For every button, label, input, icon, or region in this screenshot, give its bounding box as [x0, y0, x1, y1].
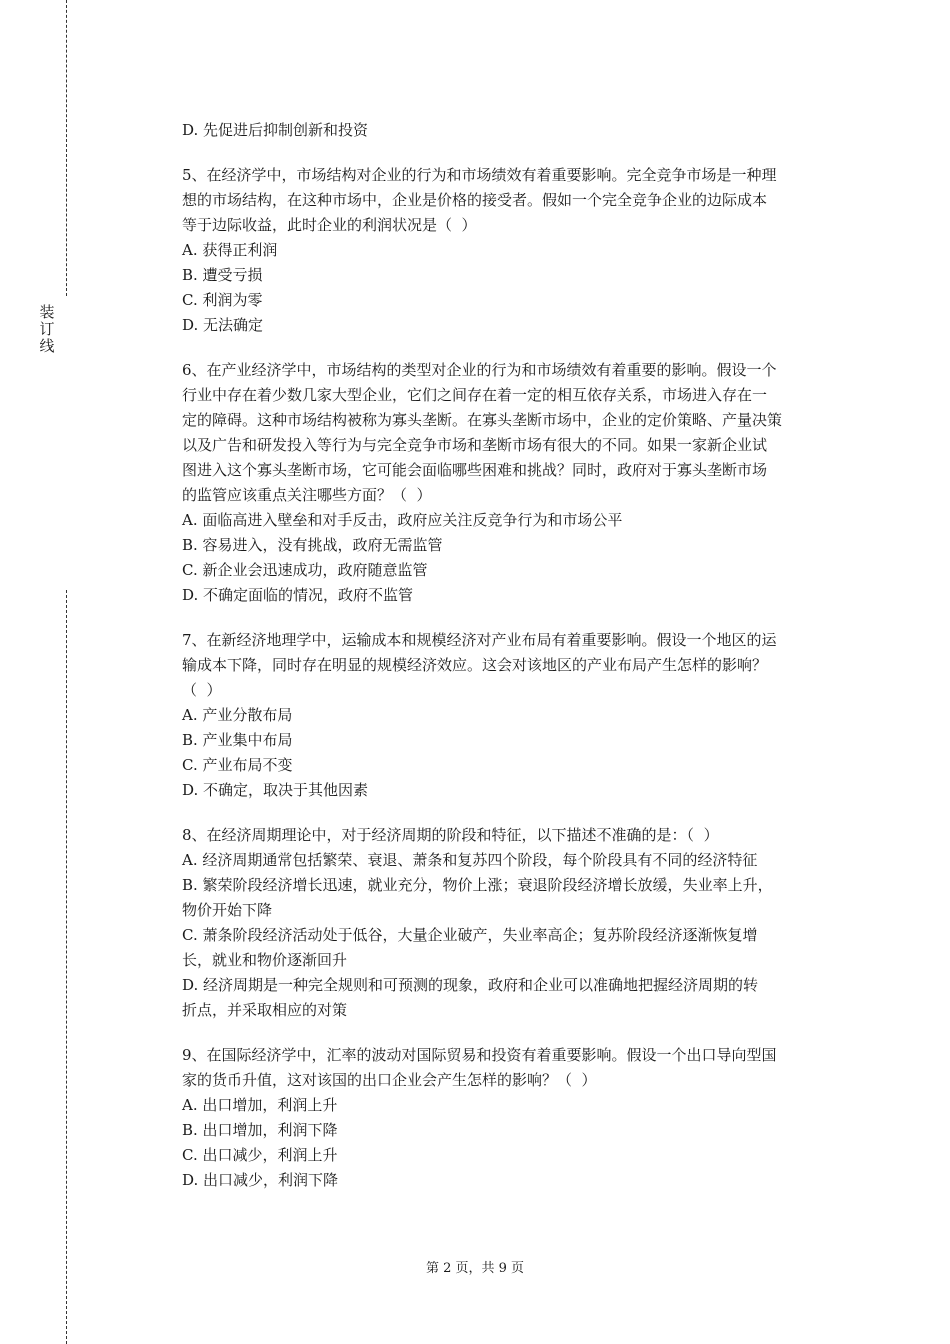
text-line: 图进入这个寡头垄断市场，它可能会面临哪些困难和挑战？同时，政府对于寡头垄断市场: [182, 461, 768, 479]
text-line: 输成本下降，同时存在明显的规模经济效应。这会对该地区的产业布局产生怎样的影响？: [182, 656, 768, 674]
question-block: [182, 118, 842, 143]
text-line: B. 繁荣阶段经济增长迅速，就业充分，物价上涨；衰退阶段经济增长放缓，失业率上升，: [182, 876, 773, 894]
text-line: 定的障碍。这种市场结构被称为寡头垄断。在寡头垄断市场中，企业的定价策略、产量决策: [182, 411, 783, 429]
text-line: 等于边际收益，此时企业的利润状况是（ ）: [182, 216, 477, 234]
question-block: [182, 628, 842, 803]
text-line: A. 获得正利润: [182, 241, 278, 259]
text-line: 5、在经济学中，市场结构对企业的行为和市场绩效有着重要影响。完全竞争市场是一种理: [182, 166, 777, 184]
text-line: C. 萧条阶段经济活动处于低谷，大量企业破产，失业率高企；复苏阶段经济逐渐恢复增: [182, 926, 758, 944]
binding-label: 装订线: [39, 303, 55, 355]
text-line: B. 出口增加，利润下降: [182, 1121, 338, 1139]
text-line: B. 产业集中布局: [182, 731, 293, 749]
question-content: [182, 118, 842, 1193]
text-line: D. 不确定，取决于其他因素: [182, 781, 369, 799]
text-line: 8、在经济周期理论中，对于经济周期的阶段和特征，以下描述不准确的是：（ ）: [182, 826, 719, 844]
question-block: [182, 163, 842, 338]
text-line: 长，就业和物价逐渐回升: [182, 951, 348, 969]
text-line: D. 先促进后抑制创新和投资: [182, 121, 369, 139]
question-block: [182, 358, 842, 608]
block-gap: [182, 143, 842, 163]
page-footer: 第 2 页，共 9 页: [425, 1261, 525, 1276]
text-line: A. 出口增加，利润上升: [182, 1096, 338, 1114]
block-gap: [182, 338, 842, 358]
block-gap: [182, 608, 842, 628]
text-line: 物价开始下降: [182, 901, 273, 919]
text-line: 9、在国际经济学中，汇率的波动对国际贸易和投资有着重要影响。假设一个出口导向型国: [182, 1046, 777, 1064]
text-line: C. 产业布局不变: [182, 756, 293, 774]
text-line: C. 新企业会迅速成功，政府随意监管: [182, 561, 428, 579]
text-line: 的监管应该重点关注哪些方面？（ ）: [182, 486, 432, 504]
text-line: 想的市场结构，在这种市场中，企业是价格的接受者。假如一个完全竞争企业的边际成本: [182, 191, 768, 209]
text-line: A. 经济周期通常包括繁荣、衰退、萧条和复苏四个阶段，每个阶段具有不同的经济特征: [182, 851, 758, 869]
question-block: [182, 1043, 842, 1193]
text-line: 以及广告和研发投入等行为与完全竞争市场和垄断市场有很大的不同。如果一家新企业试: [182, 436, 768, 454]
text-line: C. 利润为零: [182, 291, 263, 309]
text-line: D. 不确定面临的情况，政府不监管: [182, 586, 414, 604]
text-line: D. 无法确定: [182, 316, 264, 334]
question-block: [182, 823, 842, 1023]
binding-dashed-line-top: [66, 0, 67, 296]
text-line: 折点，并采取相应的对策: [182, 1001, 348, 1019]
block-gap: [182, 803, 842, 823]
text-line: 6、在产业经济学中，市场结构的类型对企业的行为和市场绩效有着重要的影响。假设一个: [182, 361, 777, 379]
text-line: B. 遭受亏损: [182, 266, 263, 284]
text-line: 7、在新经济地理学中，运输成本和规模经济对产业布局有着重要影响。假设一个地区的运: [182, 631, 777, 649]
text-line: 家的货币升值，这对该国的出口企业会产生怎样的影响？（ ）: [182, 1071, 597, 1089]
text-line: B. 容易进入，没有挑战，政府无需监管: [182, 536, 443, 554]
text-line: D. 出口减少，利润下降: [182, 1171, 339, 1189]
text-line: C. 出口减少，利润上升: [182, 1146, 338, 1164]
text-line: 行业中存在着少数几家大型企业，它们之间存在着一定的相互依存关系，市场进入存在一: [182, 386, 768, 404]
block-gap: [182, 1023, 842, 1043]
binding-dashed-line-bottom: [66, 590, 67, 1344]
text-line: A. 产业分散布局: [182, 706, 293, 724]
text-line: D. 经济周期是一种完全规则和可预测的现象，政府和企业可以准确地把握经济周期的转: [182, 976, 759, 994]
text-line: （ ）: [182, 681, 222, 699]
text-line: A. 面临高进入壁垒和对手反击，政府应关注反竞争行为和市场公平: [182, 511, 623, 529]
